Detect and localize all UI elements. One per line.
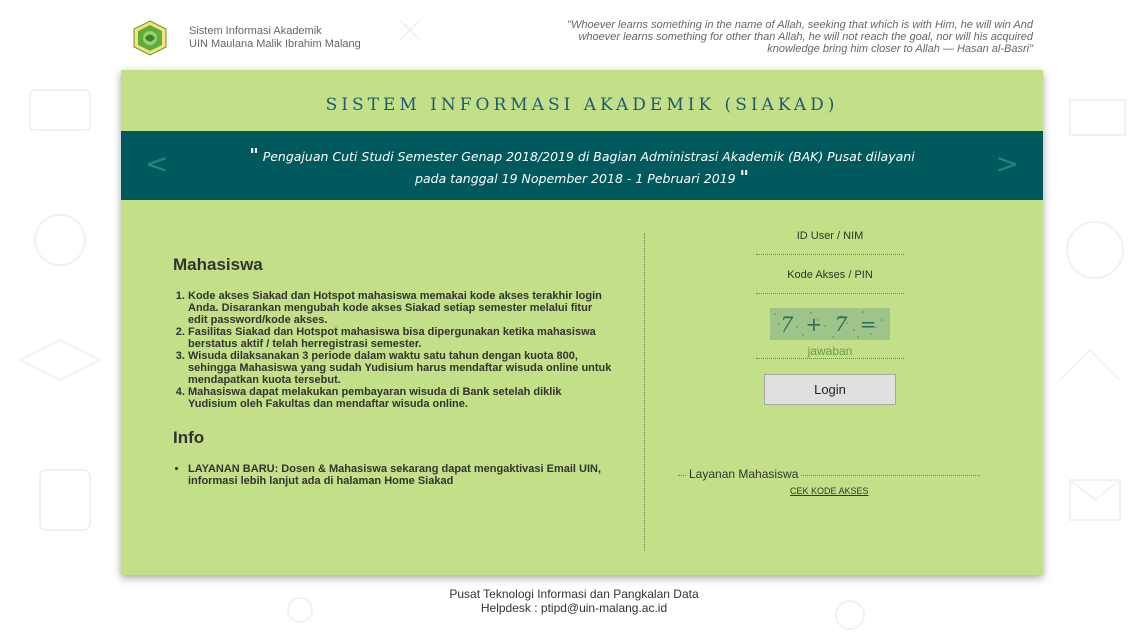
info-title: Info	[173, 428, 205, 447]
cek-kode-akses-link[interactable]: CEK KODE AKSES	[790, 486, 869, 496]
mahasiswa-title: Mahasiswa	[173, 255, 263, 274]
page-title: SISTEM INFORMASI AKADEMIK (SIAKAD)	[325, 95, 839, 115]
info-list	[188, 463, 613, 487]
banner-close-quote: "	[739, 167, 749, 188]
footer-helpdesk: Helpdesk : ptipd@uin-malang.ac.id	[480, 601, 668, 615]
list-item: • LAYANAN BARU: Dosen & Mahasiswa sekarang dapat mengaktivasi Email UIN, informasi lebih lanjut ada di halaman Home Siakad	[188, 463, 613, 487]
main-panel	[121, 70, 1043, 575]
layanan-mahasiswa-legend	[678, 467, 980, 481]
header-quote: "Whoever learns something in the name of Allah, seeking that which is with Him, he will win And whoever learns something for other than Allah, he will not reach the goal, nor will his acquired knowledge bring him closer to Allah — Hasan al-Basri"	[567, 19, 1033, 55]
mahasiswa-list	[188, 290, 613, 410]
site-name-line1: Sistem Informasi Akademik	[189, 25, 322, 37]
banner-text	[221, 145, 943, 189]
banner-prev-arrow[interactable]: <	[145, 147, 169, 180]
announcements-column	[173, 255, 613, 487]
list-item: 2. Fasilitas Siakad dan Hotspot mahasiswa bisa dipergunakan ketika mahasiswa berstatus aktif / telah herregistrasi semester.	[188, 326, 613, 350]
list-item: 4. Mahasiswa dapat melakukan pembayaran wisuda di Bank setelah diklik Yudisium oleh Fakultas dan mendaftar wisuda online.	[188, 386, 613, 410]
user-id-input[interactable]	[756, 242, 904, 255]
captcha-answer-input[interactable]	[756, 343, 904, 359]
list-item: 1. Kode akses Siakad dan Hotspot mahasiswa memakai kode akses terakhir login Anda. Disarankan mengubah kode akses Siakad setiap semester melalui fitur edit password/kode akses.	[188, 290, 613, 326]
site-name-line2: UIN Maulana Malik Ibrahim Malang	[189, 38, 361, 50]
site-name	[189, 25, 361, 51]
header	[0, 0, 1148, 66]
pin-label: Kode Akses / PIN	[787, 269, 873, 281]
list-item: 3. Wisuda dilaksanakan 3 periode dalam waktu satu tahun dengan kuota 800, sehingga Mahasiswa yang sudah Yudisium harus mendaftar wisuda online untuk mendapatkan kuota tersebut.	[188, 350, 613, 386]
legend-label: Layanan Mahasiswa	[689, 467, 799, 481]
footer-line1: Pusat Teknologi Informasi dan Pangkalan Data	[449, 587, 699, 601]
user-id-label: ID User / NIM	[796, 230, 864, 242]
captcha-image	[770, 308, 890, 340]
announcement-banner	[121, 131, 1043, 200]
login-button[interactable]: Login	[764, 374, 896, 405]
banner-open-quote: "	[249, 145, 259, 166]
pin-input[interactable]	[756, 281, 904, 294]
banner-next-arrow[interactable]: >	[995, 147, 1019, 180]
banner-text-line1: Pengajuan Cuti Studi Semester Genap 2018/2019 di Bagian Administrasi Akademik (BAK) Pusat dilayani	[262, 149, 915, 164]
login-form	[756, 230, 904, 405]
uin-logo-icon	[131, 20, 169, 56]
captcha-text: 7 + 7 =	[780, 312, 880, 336]
column-divider	[644, 233, 645, 551]
banner-text-line2: pada tanggal 19 Nopember 2018 - 1 Pebruari 2019	[415, 171, 736, 186]
footer	[0, 587, 1148, 615]
